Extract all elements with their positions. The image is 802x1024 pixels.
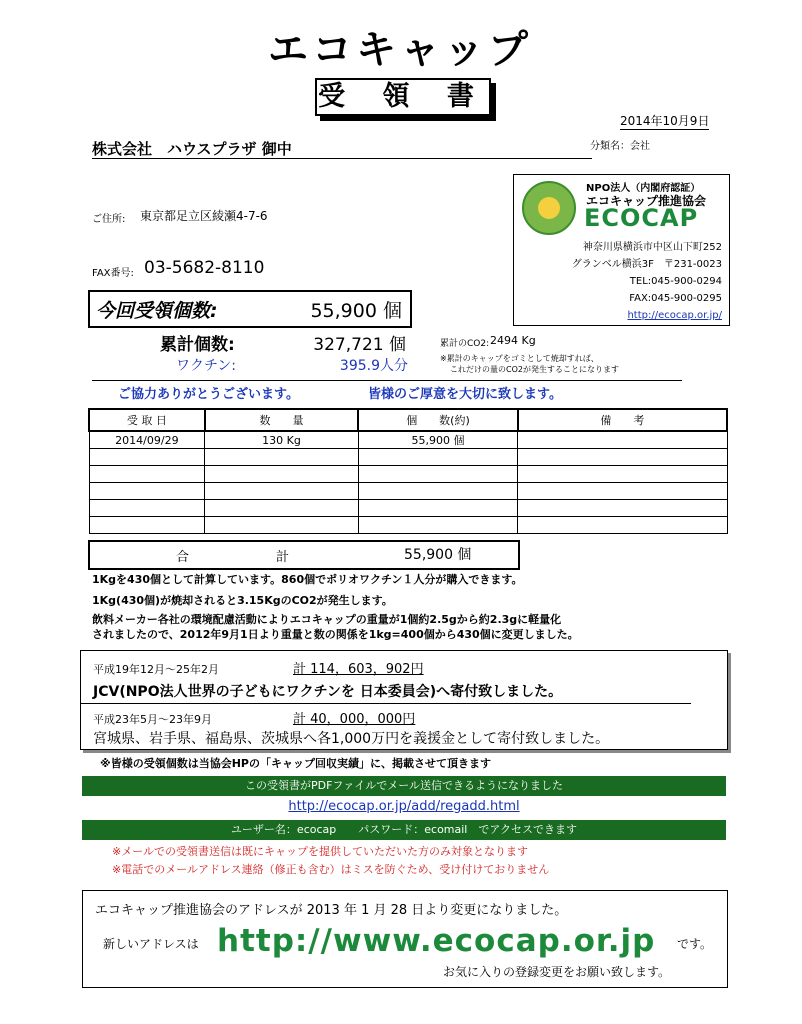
- bookmark-request: お気に入りの登録変更をお願い致します。: [443, 965, 671, 979]
- email-eligibility-note: ※メールでの受領書送信は既にキャップを提供していただいた方のみ対象となります: [112, 845, 528, 858]
- new-website-link[interactable]: http://www.ecocap.or.jp: [217, 923, 656, 959]
- table-row: [89, 483, 727, 500]
- thanks-message: ご協力ありがとうございます。: [118, 387, 299, 402]
- cell-quantity: [205, 483, 358, 500]
- donation-box: [80, 650, 728, 750]
- logo-address2: グランベル横浜3F 〒231-0023: [571, 259, 722, 270]
- total-count-label: 累計個数:: [160, 335, 235, 355]
- receipt-table: [88, 408, 728, 534]
- logo-npo: NPO法人（内閣府認証）: [586, 183, 701, 194]
- credentials-banner: ユーザー名：ecocap パスワード：ecomail でアクセスできます: [82, 820, 726, 840]
- category: 分類名：会社: [590, 141, 650, 152]
- note-weight-1: 飲料メーカー各社の環境配慮活動によりエコキャップの重量が1個約2.5gから約2.3gに軽量化: [92, 613, 562, 626]
- cell-date: [89, 483, 205, 500]
- header-remarks: 備 考: [518, 409, 727, 431]
- pdf-banner: この受領書がPDFファイルでメール送信できるようになりました: [82, 776, 726, 796]
- cell-date: [89, 500, 205, 517]
- logo-ecocap: ECOCAP: [584, 204, 699, 232]
- header-date: 受 取 日: [89, 409, 205, 431]
- current-count-label: 今回受領個数:: [96, 300, 218, 322]
- publish-note: ※皆様の受領個数は当協会HPの「キャップ回収実績」に、掲載させて頂きます: [100, 757, 491, 770]
- logo-tel: TEL:045-900-0294: [629, 276, 722, 287]
- fax-number: 03-5682-8110: [144, 258, 265, 278]
- note-calculation: 1Kgを430個として計算しています。860個でポリオワクチン１人分が購入できます。: [92, 573, 523, 586]
- cell-remarks: [518, 500, 727, 517]
- document-title: エコキャップ: [268, 27, 532, 73]
- gratitude-message: 皆様のご厚意を大切に致します。: [368, 387, 562, 402]
- cell-quantity: 130 Kg: [205, 431, 358, 449]
- header-quantity: 数 量: [205, 409, 358, 431]
- cell-remarks: [518, 466, 727, 483]
- co2-note-line2: これだけの量のCO2が発生することになります: [450, 365, 619, 374]
- co2-note: [440, 353, 619, 375]
- total-row-label-b: 計: [276, 550, 290, 565]
- header-count: 個 数(約): [358, 409, 517, 431]
- table-total-row: [88, 540, 520, 570]
- cell-count: 55,900 個: [358, 431, 517, 449]
- table-row: [89, 449, 727, 466]
- cell-date: [89, 517, 205, 534]
- table-row: [89, 466, 727, 483]
- cell-count: [358, 500, 517, 517]
- cell-quantity: [205, 466, 358, 483]
- fax-label: FAX番号:: [92, 268, 134, 279]
- co2-note-line1: ※累計のキャップをゴミとして焼却すれば、: [440, 354, 599, 363]
- ecocap-logo-block: [513, 174, 730, 326]
- logo-contact: [514, 239, 722, 324]
- cell-date: 2014/09/29: [89, 431, 205, 449]
- logo-url-link[interactable]: http://ecocap.or.jp/: [627, 310, 722, 321]
- table-row: [89, 517, 727, 534]
- table-row: [89, 500, 727, 517]
- ecocap-logo-icon: [522, 181, 576, 235]
- table-header-row: [89, 409, 727, 431]
- address-change-box: [82, 890, 728, 988]
- donation-period-1: 平成19年12月～25年2月: [93, 663, 219, 676]
- vaccine-label: ワクチン:: [176, 358, 237, 374]
- company-underline: [92, 158, 592, 159]
- donation-text-2: 宮城県、岩手県、福島県、茨城県へ各1,000万円を義援金として寄付致しました。: [93, 731, 610, 747]
- logo-name: エコキャップ推進協会: [586, 194, 707, 208]
- phone-contact-note: ※電話でのメールアドレス連絡（修正も含む）はミスを防ぐため、受け付けておりません: [112, 863, 550, 876]
- company-name: 株式会社 ハウスプラザ 御中: [92, 140, 292, 158]
- divider: [92, 380, 682, 381]
- total-row-value: 55,900 個: [404, 547, 472, 563]
- current-count-box: [88, 290, 412, 328]
- donation-divider: [81, 703, 691, 704]
- address-change-notice: エコキャップ推進協会のアドレスが 2013 年 1 月 28 日より変更になりました。: [95, 903, 568, 918]
- cell-remarks: [518, 483, 727, 500]
- cell-quantity: [205, 500, 358, 517]
- donation-period-2: 平成23年5月～23年9月: [93, 713, 212, 726]
- new-address-label: 新しいアドレスは: [103, 937, 199, 951]
- cell-remarks: [518, 517, 727, 534]
- cell-count: [358, 483, 517, 500]
- issue-date: 2014年10月9日: [620, 114, 710, 128]
- cell-quantity: [205, 449, 358, 466]
- cell-date: [89, 449, 205, 466]
- logo-address1: 神奈川県横浜市中区山下町252: [582, 242, 722, 253]
- current-count-value: 55,900 個: [310, 300, 402, 322]
- logo-emblem: [538, 197, 560, 219]
- total-row-label-a: 合: [176, 550, 190, 565]
- co2-value: 2494 Kg: [490, 334, 536, 347]
- cell-count: [358, 517, 517, 534]
- vaccine-value: 395.9人分: [339, 358, 408, 374]
- note-co2: 1Kg(430個)が焼却されると3.15KgのCO2が発生します。: [92, 594, 393, 607]
- receipt-label: 受 領 書: [315, 78, 491, 116]
- donation-amount-2: 計 40，000，000円: [293, 712, 416, 727]
- cell-count: [358, 466, 517, 483]
- cell-date: [89, 466, 205, 483]
- note-weight-2: されましたので、2012年9月1日より重量と数の関係を1kg=400個から430個に変更しました。: [92, 628, 579, 641]
- address-label: ご住所:: [92, 214, 126, 225]
- cell-count: [358, 449, 517, 466]
- donation-text-1: JCV(NPO法人世界の子どもにワクチンを 日本委員会)へ寄付致しました。: [93, 684, 563, 700]
- register-url-link[interactable]: http://ecocap.or.jp/add/regadd.html: [288, 799, 520, 814]
- cell-remarks: [518, 449, 727, 466]
- cell-quantity: [205, 517, 358, 534]
- cell-remarks: [518, 431, 727, 449]
- co2-label: 累計のCO2:: [440, 339, 490, 349]
- table-row: [89, 431, 727, 449]
- logo-fax: FAX:045-900-0295: [629, 293, 722, 304]
- address: 東京都足立区綾瀬4-7-6: [140, 209, 268, 223]
- new-address-suffix: です。: [677, 937, 713, 951]
- total-count-value: 327,721 個: [313, 335, 406, 355]
- donation-amount-1: 計 114，603，902円: [293, 662, 424, 677]
